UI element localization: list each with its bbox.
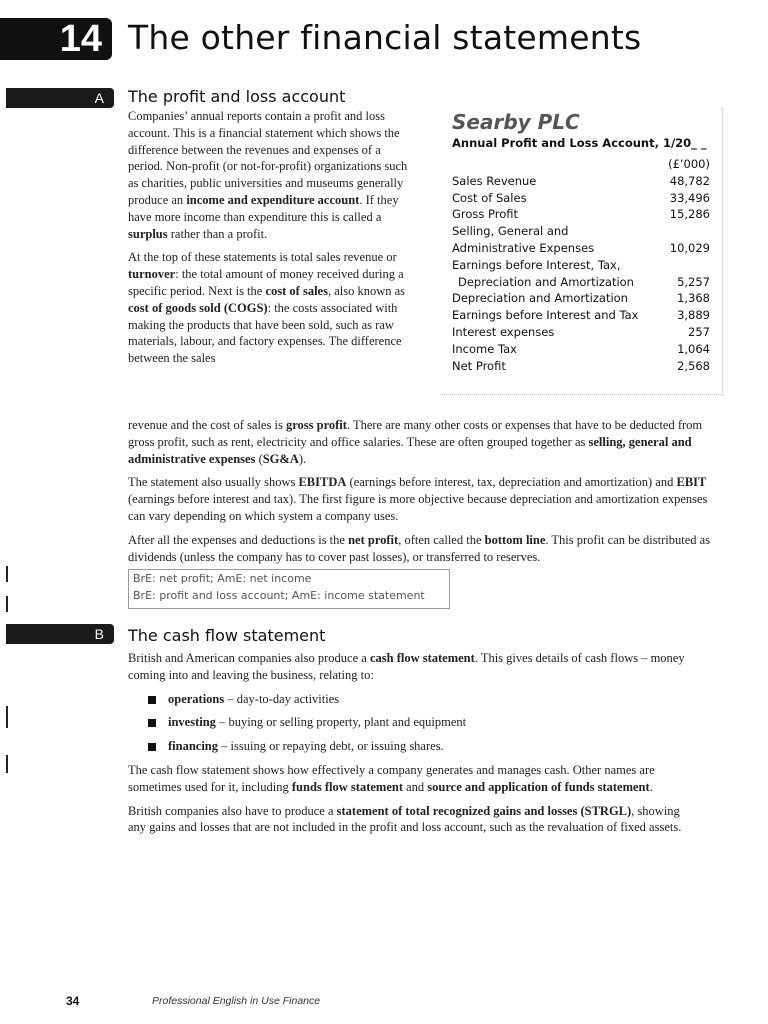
section-a-tab — [6, 88, 114, 108]
key-term: EBITDA — [298, 475, 347, 490]
section-a-left-column — [128, 108, 410, 374]
pl-row-label: Net Profit — [452, 358, 506, 373]
pl-row-value: 5,257 — [677, 274, 710, 289]
pl-row-value — [663, 257, 710, 274]
pl-row-label: Earnings before Interest, Tax, — [452, 257, 621, 272]
pl-row-label: Interest expenses — [452, 324, 555, 339]
section-a-title: The profit and loss account — [128, 87, 346, 106]
key-term: SG&A — [262, 451, 299, 466]
margin-mark — [6, 596, 8, 612]
profit-loss-account-box — [440, 108, 723, 395]
pl-row — [452, 274, 710, 291]
text-run: . This profit can be distributed as dividends (unless the company has to cover past losses), or transferred to reserves. — [128, 532, 711, 564]
paragraph — [128, 650, 688, 684]
text-run: After all the expenses and deductions is the — [128, 532, 349, 547]
pl-unit-row — [452, 156, 710, 173]
text-run: – buying or selling property, plant and equipment — [215, 715, 467, 730]
pl-row-value: 10,029 — [669, 240, 710, 255]
pl-table — [452, 156, 710, 374]
text-run: . This gives details of cash flows – money coming into and leaving the business, relating to: — [128, 651, 685, 682]
key-term: operations — [168, 691, 225, 706]
text-run: The statement also usually shows — [128, 475, 299, 490]
key-term: income and expenditure account — [186, 192, 360, 207]
text-run: and — [402, 779, 428, 794]
key-term: bottom line — [484, 532, 546, 547]
unit-number-tab — [0, 18, 112, 60]
pl-row-label: Selling, General and — [452, 224, 569, 239]
pl-row — [452, 358, 710, 375]
pl-row — [452, 324, 710, 341]
key-term: source and application of funds statement — [427, 779, 650, 794]
text-run: : the costs associated with making the products that have been sold, such as raw materials, labour, and factory expenses. The difference between the sales — [128, 300, 402, 366]
key-term: gross profit — [285, 418, 347, 432]
pl-row — [452, 341, 710, 358]
paragraph — [128, 108, 410, 242]
text-run: – day-to-day activities — [224, 691, 340, 706]
text-run: , showing any gains and losses that are not included in the profit and loss account, such as the revaluation of fixed assets. — [128, 803, 682, 835]
page-number: 34 — [66, 994, 80, 1008]
key-term: EBIT — [676, 475, 707, 490]
pl-row — [452, 223, 710, 240]
text-run: British companies also have to produce a — [128, 803, 337, 818]
section-a-full-column — [128, 417, 722, 572]
terminology-line: BrE: net profit; AmE: net income — [133, 572, 312, 585]
text-run: rather than a profit. — [167, 226, 268, 241]
bullet-square-icon — [148, 719, 156, 727]
text-run: (earnings before interest, tax, depreciation and amortization) and — [346, 475, 677, 490]
key-term: financing — [168, 739, 219, 754]
paragraph — [128, 417, 722, 467]
pl-row-label: Income Tax — [452, 341, 517, 356]
pl-row-value: 1,368 — [677, 291, 710, 306]
bullet-item — [128, 714, 688, 731]
pl-row-value: 48,782 — [669, 173, 710, 188]
text-run: – issuing or repaying debt, or issuing shares. — [218, 739, 444, 754]
key-term: selling, general and administrative expenses — [128, 434, 692, 466]
pl-row-label: Administrative Expenses — [452, 240, 595, 255]
text-run: . If they have more income than expenditure this is called a — [128, 192, 399, 224]
pl-row-value: 257 — [688, 324, 710, 339]
text-run: ). — [298, 451, 307, 466]
section-b-text — [128, 650, 688, 843]
section-b-letter: B — [94, 626, 104, 642]
paragraph — [128, 249, 410, 367]
terminology-line: BrE: profit and loss account; AmE: income statement — [133, 589, 425, 602]
pl-row-value: 15,286 — [669, 207, 710, 222]
paragraph — [128, 762, 688, 796]
section-b-title: The cash flow statement — [128, 626, 326, 645]
text-run: . — [649, 779, 653, 794]
pl-row — [452, 206, 710, 223]
pl-row-label: Depreciation and Amortization — [452, 291, 628, 306]
key-term: turnover — [128, 267, 176, 282]
bullet-item — [128, 738, 688, 755]
margin-mark — [6, 706, 8, 728]
pl-row-value: 33,496 — [669, 190, 710, 205]
key-term: cost of sales — [265, 283, 328, 298]
margin-mark — [6, 566, 8, 582]
pl-row-label: Depreciation and Amortization — [458, 274, 634, 289]
text-run: ( — [255, 451, 263, 466]
pl-row-label: Sales Revenue — [452, 173, 537, 188]
pl-row-value: 1,064 — [677, 341, 710, 356]
text-run: : the total amount of money received during a specific period. Next is the — [128, 267, 404, 298]
page-title: The other financial statements — [128, 18, 642, 57]
pl-row-label: Earnings before Interest and Tax — [452, 308, 639, 323]
paragraph — [128, 474, 722, 524]
pl-row — [452, 290, 710, 307]
key-term: cash flow statement — [369, 651, 475, 665]
bullet-square-icon — [148, 743, 156, 751]
text-run: , also known as — [327, 283, 406, 298]
pl-row-label: Gross Profit — [452, 207, 519, 222]
paragraph — [128, 803, 688, 837]
pl-row — [452, 257, 710, 274]
text-run: . This is a financial statement which shows the difference between the revenues and expenses of a period. Non-profit (or not-for-profit) organizations such as charities, public universities and museums generally produce an — [128, 125, 408, 207]
key-term: statement of total recognized gains and losses (STRGL) — [336, 803, 632, 818]
section-b-paragraphs — [128, 762, 688, 836]
key-term: cost of goods sold (COGS) — [128, 300, 268, 315]
unit-number: 14 — [59, 18, 102, 60]
pl-row — [452, 190, 710, 207]
pl-row-value: 2,568 — [677, 358, 710, 373]
pl-unit-label: (£’000) — [668, 157, 710, 171]
text-run: At the top of these statements is total sales revenue or — [128, 250, 397, 265]
key-term: investing — [168, 715, 216, 730]
text-run: . There are many other costs or expenses that have to be deducted from gross profit, such as rent, electricity and office salaries. These are often grouped together as — [128, 418, 703, 449]
bullet-list — [128, 691, 688, 755]
margin-mark — [6, 755, 8, 773]
key-term: funds flow statement — [291, 779, 403, 794]
text-run: , often called the — [398, 532, 485, 547]
pl-subtitle: Annual Profit and Loss Account, 1/20_ _ — [452, 136, 707, 150]
company-name: Searby PLC — [452, 110, 580, 134]
pl-row-value — [663, 223, 710, 240]
section-a-letter: A — [94, 90, 104, 106]
pl-row-label: Cost of Sales — [452, 190, 527, 205]
text-run: The cash flow statement shows how effectively a company generates and manages cash. Other names are sometimes used for it, including — [128, 762, 655, 794]
pl-row — [452, 307, 710, 324]
text-run: revenue and the cost of sales is — [128, 418, 286, 432]
pl-row — [452, 240, 710, 257]
pl-row — [452, 173, 710, 190]
key-term: surplus — [128, 226, 168, 241]
terminology-box — [128, 569, 450, 609]
section-b-tab — [6, 624, 114, 644]
pl-row-value: 3,889 — [677, 308, 710, 323]
book-title: Professional English in Use Finance — [152, 995, 321, 1007]
text-run: Companies’ annual reports contain a profit and loss account — [128, 109, 385, 140]
text-run: (earnings before interest and tax). The first figure is more objective because depreciation and amortization expenses can vary depending on which system a company uses. — [128, 492, 708, 523]
bullet-item — [128, 691, 688, 708]
paragraph — [128, 532, 722, 566]
bullet-square-icon — [148, 696, 156, 704]
key-term: net profit — [348, 532, 399, 547]
text-run: British and American companies also produce a — [128, 651, 370, 665]
